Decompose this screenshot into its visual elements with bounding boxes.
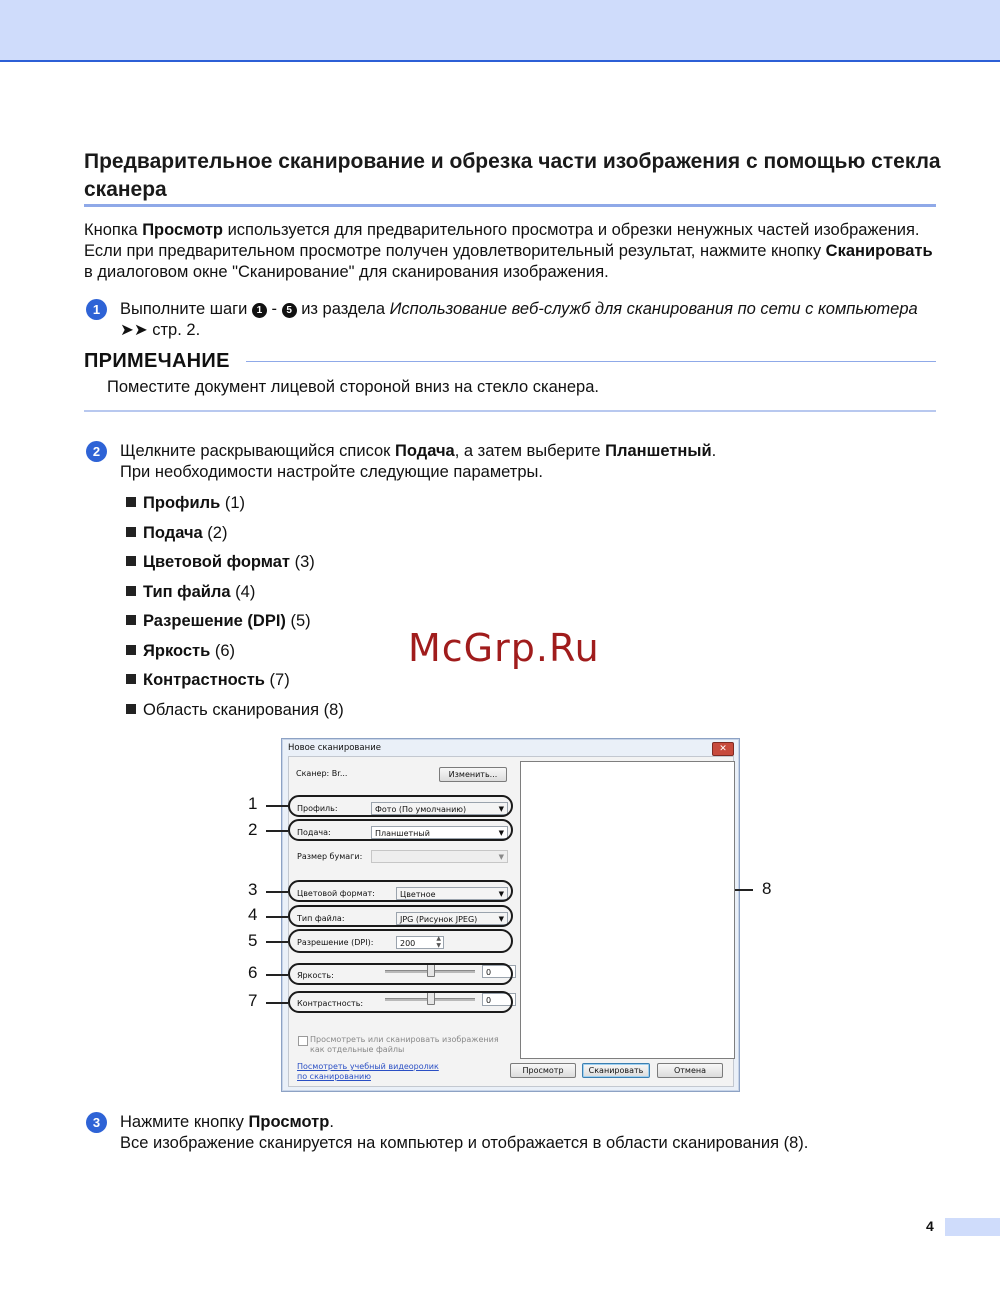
paper-size-label: Размер бумаги: [297,852,363,861]
cancel-button[interactable]: Отмена [657,1063,723,1078]
page-number-tab [945,1218,1000,1236]
note-text: Поместите документ лицевой стороной вниз на стекло сканера. [107,378,599,396]
list-item: Яркость (6) [126,640,344,670]
parameter-list [126,492,344,728]
step-3-text: Нажмите кнопку Просмотр. Все изображение сканируется на компьютер и отображается в области сканирования (8). [120,1113,809,1152]
step-3-marker: 3 [86,1112,107,1133]
file-type-label: Тип файла: [297,914,345,923]
profile-select[interactable]: Фото (По умолчанию) ▼ [371,802,508,815]
color-format-label: Цветовой формат: [297,889,375,898]
callout-number-3: 3 [248,880,258,899]
callout-line [735,889,753,891]
resolution-spinner[interactable]: 200 ▲ ▼ [396,936,444,949]
callout-oval-contrast [288,991,513,1013]
callout-oval-brightness [288,963,513,985]
resolution-label: Разрешение (DPI): [297,938,374,947]
callout-number-2: 2 [248,820,258,839]
close-icon[interactable]: ✕ [712,742,734,756]
callout-number-5: 5 [248,931,258,950]
paper-size-select[interactable] [371,850,508,863]
callout-number-8: 8 [762,879,772,898]
callout-line [266,805,288,807]
callout-number-7: 7 [248,991,258,1010]
page-title: Предварительное сканирование и обрезка части изображения с помощью стекла сканера [84,150,941,201]
profile-label: Профиль: [297,804,338,813]
step-2-text: Щелкните раскрывающийся список Подача, а затем выберите Планшетный. При необходимости настройте следующие параметры. [120,442,717,481]
callout-number-6: 6 [248,963,258,982]
chevron-down-icon: ▼ [498,890,504,898]
callout-oval-source [288,819,513,841]
list-item: Разрешение (DPI) (5) [126,610,344,640]
preview-button[interactable]: Просмотр [510,1063,576,1078]
note-divider [246,361,936,362]
scanner-label: Сканер: Br... [296,769,348,778]
step-1-text: Выполните шаги 1 - 5 из раздела Использование веб-служб для сканирования по сети с компьютера ➤➤ стр. 2. [120,300,918,339]
list-item: Область сканирования (8) [126,699,344,729]
contrast-label: Контрастность: [297,999,364,1008]
callout-line [266,1002,288,1004]
note-bottom-divider [84,410,936,412]
file-type-select[interactable]: JPG (Рисунок JPEG) ▼ [396,912,508,925]
source-select[interactable]: Планшетный ▼ [371,826,508,839]
brightness-label: Яркость: [297,971,334,980]
title-underline [84,204,936,207]
chevron-down-icon: ▼ [498,915,504,923]
color-format-select[interactable]: Цветное ▼ [396,887,508,900]
header-band [0,0,1000,62]
list-item: Контрастность (7) [126,669,344,699]
callout-number-4: 4 [248,905,258,924]
callout-line [266,941,288,943]
contrast-value[interactable]: 0 [482,993,516,1006]
source-label: Подача: [297,828,331,837]
step-circle-b: 5 [282,303,297,318]
intro-paragraph: Кнопка Просмотр используется для предварительного просмотра и обрезки ненужных частей изображения. Если при предварительном просмотре получен удовлетворительный результат, нажмите кнопку Сканировать в диалоговом окне "Сканирование" для сканирования изображения. [84,221,933,281]
callout-number-1: 1 [248,794,258,813]
separate-files-checkbox[interactable] [298,1036,308,1046]
change-button[interactable]: Изменить... [439,767,507,782]
video-tutorial-link[interactable]: Посмотреть учебный видеоролик по сканированию [297,1062,439,1081]
callout-line [266,830,288,832]
step-2-marker: 2 [86,441,107,462]
scan-button[interactable]: Сканировать [582,1063,650,1078]
chevron-down-icon: ▼ [498,853,504,861]
callout-line [266,916,288,918]
note-title: ПРИМЕЧАНИЕ [84,350,230,372]
callout-oval-color [288,880,513,902]
callout-line [266,891,288,893]
list-item: Тип файла (4) [126,581,344,611]
scan-area-preview[interactable] [520,761,735,1059]
list-item: Профиль (1) [126,492,344,522]
step-1-marker: 1 [86,299,107,320]
list-item: Цветовой формат (3) [126,551,344,581]
step-circle-a: 1 [252,303,267,318]
callout-oval-resolution [288,929,513,953]
callout-oval-filetype [288,905,513,927]
separate-files-label: Просмотреть или сканировать изображения как отдельные файлы [310,1035,499,1054]
dialog-title: Новое сканирование [288,743,381,753]
callout-line [266,974,288,976]
chevron-down-icon: ▼ [498,805,504,813]
list-item: Подача (2) [126,522,344,552]
brightness-value[interactable]: 0 [482,965,516,978]
callout-oval-profile [288,795,513,817]
watermark: McGrp.Ru [408,626,600,670]
chevron-down-icon: ▼ [498,829,504,837]
page-number: 4 [926,1218,934,1234]
